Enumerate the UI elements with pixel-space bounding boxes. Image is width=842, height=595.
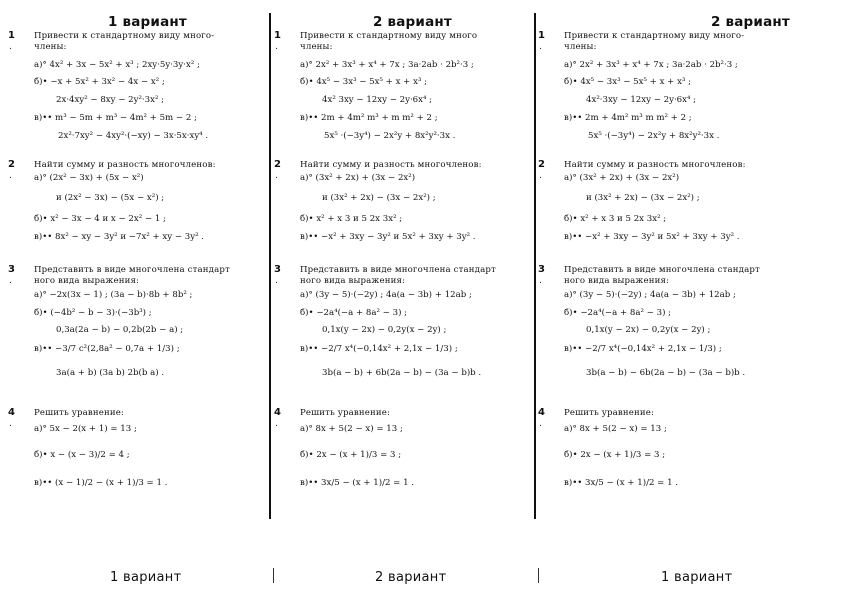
- column-divider-2: [534, 13, 536, 519]
- exercise-line: в)•• 2m + 4m² m³ m m² + 2 ;: [564, 113, 692, 123]
- exercise-line: 0,1x(y − 2x) − 0,2y(x − 2y) ;: [322, 325, 447, 335]
- footer-variant-3: 1 вариант: [661, 570, 733, 585]
- task-number: 2: [274, 159, 281, 170]
- task-4: [8, 408, 266, 528]
- exercise-line: а)° (3x² + 2x) + (3x − 2x²): [564, 173, 680, 183]
- task-3: [274, 265, 532, 385]
- task-number-dot: .: [275, 171, 278, 181]
- task-4: [538, 408, 828, 528]
- task-title-line: Привести к стандартному виду много-: [34, 31, 215, 41]
- task-2: [8, 160, 266, 280]
- exercise-line: и (3x² + 2x) − (3x − 2x²) ;: [586, 193, 700, 203]
- exercise-line: 2x·4xy² − 8xy − 2y²·3x² ;: [56, 95, 165, 105]
- exercise-line: а)° 2x² + 3x³ + x⁴ + 7x ; 3a·2ab · 2b²·3 ;: [300, 60, 474, 70]
- exercise-line: 4x²·3xy − 12xy − 2y·6x⁴ ;: [586, 95, 697, 105]
- task-number-dot: .: [9, 419, 12, 429]
- footer-variant-2: 2 вариант: [375, 570, 447, 585]
- task-number: 3: [274, 264, 281, 275]
- exercise-line: 4x² 3xy − 12xy − 2y·6x⁴ ;: [322, 95, 433, 105]
- task-title-line: члены:: [300, 42, 333, 52]
- exercise-line: б)• −2a⁴(−a + 8a² − 3) ;: [564, 308, 672, 318]
- exercise-line: в)•• (x − 1)/2 − (x + 1)/3 = 1 .: [34, 478, 168, 488]
- exercise-line: а)° 4x² + 3x − 5x² + x³ ; 2xy·5y·3y·x² ;: [34, 60, 200, 70]
- exercise-line: а)° 8x + 5(2 − x) = 13 ;: [300, 424, 403, 434]
- variant-column-3: [538, 0, 828, 525]
- exercise-line: б)• x² − 3x − 4 и x − 2x² − 1 ;: [34, 214, 166, 224]
- task-2: [538, 160, 828, 280]
- task-title-line: Представить в виде многочлена стандарт: [300, 265, 496, 275]
- task-title-line: Найти сумму и разность многочленов:: [564, 160, 746, 170]
- exercise-line: 3b(a − b) − 6b(2a − b) − (3a − b)b .: [586, 368, 746, 378]
- exercise-line: б)• 2x − (x + 1)/3 = 3 ;: [564, 450, 666, 460]
- exercise-line: а)° 8x + 5(2 − x) = 13 ;: [564, 424, 667, 434]
- task-3: [538, 265, 828, 385]
- task-number: 1: [538, 30, 545, 41]
- task-title-line: члены:: [564, 42, 597, 52]
- column-divider-1: [269, 13, 271, 519]
- task-title-line: Представить в виде многочлена стандарт: [564, 265, 760, 275]
- exercise-line: б)• −x + 5x² + 3x² − 4x − x² ;: [34, 77, 165, 87]
- exercise-line: 3a(a + b) (3a b) 2b(b a) .: [56, 368, 165, 378]
- exercise-line: в)•• −x² + 3xy − 3y² и 5x² + 3xy + 3y² .: [300, 232, 476, 242]
- exercise-line: 5x⁵ ·(−3y⁴) − 2x²y + 8x²y²·3x .: [588, 131, 720, 141]
- exercise-line: б)• x² + x 3 и 5 2x 3x² ;: [300, 214, 403, 224]
- footer-divider-1: [273, 568, 274, 583]
- task-number: 3: [538, 264, 545, 275]
- task-title-line: ного вида выражения:: [300, 276, 406, 286]
- header-variant-2: 2 вариант: [373, 14, 452, 30]
- exercise-line: в)•• m³ − 5m + m³ − 4m² + 5m − 2 ;: [34, 113, 197, 123]
- task-number-dot: .: [9, 276, 12, 286]
- task-2: [274, 160, 532, 280]
- exercise-line: а)° (2x² − 3x) + (5x − x²): [34, 173, 144, 183]
- task-title-line: Решить уравнение:: [564, 408, 655, 418]
- task-number: 1: [274, 30, 281, 41]
- exercise-line: и (2x² − 3x) − (5x − x²) ;: [56, 193, 165, 203]
- task-title-line: ного вида выражения:: [34, 276, 140, 286]
- task-number-dot: .: [539, 171, 542, 181]
- task-number-dot: .: [539, 276, 542, 286]
- task-number: 1: [8, 30, 15, 41]
- exercise-line: в)•• −2/7 x⁴(−0,14x² + 2,1x − 1/3) ;: [300, 344, 458, 354]
- exercise-line: 0,1x(y − 2x) − 0,2y(x − 2y) ;: [586, 325, 711, 335]
- task-title-line: Привести к стандартному виду много-: [564, 31, 745, 41]
- exercise-line: а)° (3x² + 2x) + (3x − 2x²): [300, 173, 416, 183]
- exercise-line: 5x⁵ ·(−3y⁴) − 2x²y + 8x²y²·3x .: [324, 131, 456, 141]
- task-3: [8, 265, 266, 385]
- exercise-line: б)• 4x⁵ − 3x³ − 5x⁵ + x + x³ ;: [300, 77, 428, 87]
- header-variant-1: 1 вариант: [108, 14, 187, 30]
- task-title-line: Найти сумму и разность многочленов:: [34, 160, 216, 170]
- task-number-dot: .: [275, 276, 278, 286]
- exercise-line: в)•• −x² + 3xy − 3y² и 5x² + 3xy + 3y² .: [564, 232, 740, 242]
- exercise-line: б)• −2a⁴(−a + 8a² − 3) ;: [300, 308, 408, 318]
- task-number: 3: [8, 264, 15, 275]
- task-title-line: Решить уравнение:: [34, 408, 125, 418]
- task-title-line: Решить уравнение:: [300, 408, 391, 418]
- footer-variant-1: 1 вариант: [110, 570, 182, 585]
- exercise-line: и (3x² + 2x) − (3x − 2x²) ;: [322, 193, 436, 203]
- task-number-dot: .: [539, 42, 542, 52]
- task-title-line: Привести к стандартному виду много: [300, 31, 478, 41]
- exercise-line: 2x²·7xy² − 4xy²·(−xy) − 3x·5x·xy⁴ .: [58, 131, 209, 141]
- task-title-line: ного вида выражения:: [564, 276, 670, 286]
- task-4: [274, 408, 532, 528]
- exercise-line: б)• (−4b² − b − 3)·(−3b³) ;: [34, 308, 152, 318]
- task-1: [274, 31, 532, 151]
- task-title-line: Найти сумму и разность многочленов:: [300, 160, 482, 170]
- exercise-line: а)° −2x(3x − 1) ; (3a − b)·8b + 8b² ;: [34, 290, 193, 300]
- exercise-line: в)•• −2/7 x⁴(−0,14x² + 2,1x − 1/3) ;: [564, 344, 722, 354]
- variant-column-2: [274, 0, 532, 525]
- exercise-line: в)•• 3x/5 − (x + 1)/2 = 1 .: [564, 478, 679, 488]
- task-title-line: Представить в виде многочлена стандарт: [34, 265, 230, 275]
- task-number-dot: .: [9, 42, 12, 52]
- exercise-line: 0,3a(2a − b) − 0,2b(2b − a) ;: [56, 325, 184, 335]
- exercise-line: в)•• 8x² − xy − 3y² и −7x² + xy − 3y² .: [34, 232, 205, 242]
- exercise-line: а)° 5x − 2(x + 1) = 13 ;: [34, 424, 137, 434]
- task-1: [538, 31, 828, 151]
- exercise-line: б)• 4x⁵ − 3x³ − 5x⁵ + x + x³ ;: [564, 77, 692, 87]
- exercise-line: б)• x − (x − 3)/2 = 4 ;: [34, 450, 130, 460]
- exercise-line: б)• x² + x 3 и 5 2x 3x² ;: [564, 214, 667, 224]
- exercise-line: б)• 2x − (x + 1)/3 = 3 ;: [300, 450, 402, 460]
- task-number-dot: .: [9, 171, 12, 181]
- footer-divider-2: [538, 568, 539, 583]
- exercise-line: в)•• −3/7 c²(2,8a² − 0,7a + 1/3) ;: [34, 344, 180, 354]
- exercise-line: в)•• 2m + 4m² m³ + m m² + 2 ;: [300, 113, 438, 123]
- task-number: 2: [8, 159, 15, 170]
- variant-column-1: [8, 0, 266, 525]
- task-number-dot: .: [539, 419, 542, 429]
- task-number: 2: [538, 159, 545, 170]
- task-1: [8, 31, 266, 151]
- exercise-line: а)° (3y − 5)·(−2y) ; 4a(a − 3b) + 12ab ;: [564, 290, 736, 300]
- task-title-line: члены:: [34, 42, 67, 52]
- exercise-line: в)•• 3x/5 − (x + 1)/2 = 1 .: [300, 478, 415, 488]
- task-number: 4: [8, 407, 15, 418]
- task-number: 4: [538, 407, 545, 418]
- exercise-line: а)° 2x² + 3x³ + x⁴ + 7x ; 3a·2ab · 2b²·3 ;: [564, 60, 738, 70]
- task-number: 4: [274, 407, 281, 418]
- exercise-line: а)° (3y − 5)·(−2y) ; 4a(a − 3b) + 12ab ;: [300, 290, 472, 300]
- task-number-dot: .: [275, 419, 278, 429]
- header-variant-3: 2 вариант: [711, 14, 790, 30]
- task-number-dot: .: [275, 42, 278, 52]
- exercise-line: 3b(a − b) + 6b(2a − b) − (3a − b)b .: [322, 368, 482, 378]
